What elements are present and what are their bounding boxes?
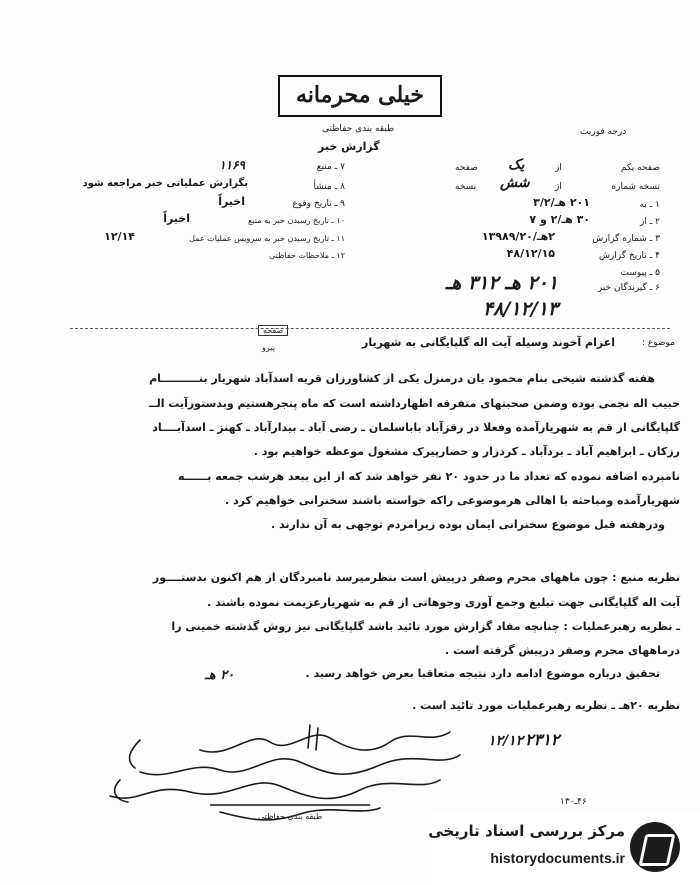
subject-label: موضوع :	[641, 338, 675, 348]
note-line: تحقیق درباره موضوع ادامه دارد نتیجه متعاقبا بعرض خواهد رسید .	[305, 667, 660, 680]
body-line: هفته گذشته شیخی بنام محمود یان درمنزل یکی از کشاورزان قریه اسدآباد شهریار بنــــــــــام	[149, 372, 655, 385]
field-label: ۱۲ ـ ملاحظات حفاظتی	[269, 251, 345, 260]
handwritten-initials: ۲۰ هـ	[205, 668, 235, 683]
field-mid: از	[555, 182, 562, 192]
urgency-label: درجه فوریت	[580, 127, 627, 137]
subject-text: اعزام آخوند وسیله آیت اله گلپایگانی به شهریار	[361, 336, 615, 349]
field-label: ۳ ـ شماره گزارش	[592, 234, 660, 244]
handwritten-mid-note: ۱۲/۱۲	[488, 733, 524, 749]
handwritten-side-note: ۲۳۱۲	[525, 730, 560, 749]
handwritten-number: ۴۸/۱۲/۱۳	[482, 298, 558, 320]
field-label: صفحه یکم	[620, 163, 660, 173]
note-line: نظریه ۲۰هـ ـ نظریه رهبرعملیات مورد تائید است .	[412, 699, 680, 712]
field-label: ۱۰ ـ تاریخ رسیدن خبر به منبع	[248, 216, 345, 225]
report-title: گزارش خبر	[318, 140, 380, 153]
field-value: بگزارش عملیاتی خبر مراجعه شود	[82, 178, 248, 189]
separator-line	[70, 328, 670, 329]
field-label: ۱۱ ـ تاریخ رسیدن خبر به سرویس عملیات عمل	[189, 234, 345, 243]
handwritten-recipients: ۲۰۱ هـ ۳۱۲ هـ	[445, 272, 558, 294]
field-value: ۱۲/۱۴	[104, 230, 135, 243]
field-label: ۵ ـ پیوست	[620, 268, 660, 278]
note-line: آیت اله گلپایگانی جهت تبلیغ وجمع آوری وجوهاتی از قم به شهریارعزیمت نموده باشند .	[207, 596, 680, 609]
field-mid: از	[555, 163, 562, 173]
field-value: اخیراً	[163, 212, 190, 225]
field-value: اخیراً	[218, 195, 245, 208]
field-label: ۴ ـ تاریخ گزارش	[598, 251, 660, 261]
field-label: ۸ ـ منشأ	[313, 182, 345, 192]
classification-label: طبقه بندی حفاظتی	[322, 124, 395, 134]
field-label: ۱ ـ به	[639, 200, 660, 210]
note-line: درماههای محرم وصفر درپیش گرفته است .	[444, 644, 680, 657]
body-line: شهریارآمده ومباحثه با اهالی هرموضوعی راکه خواسته باشند سخنرانی خواهیم کرد .	[225, 494, 680, 507]
classification-stamp: خیلی محرمانه	[278, 75, 442, 117]
field-label: ۲ ـ از	[639, 217, 660, 227]
note-line: نظریه منبع : چون ماههای محرم وصفر درپیش است بنظرمیرسد نامبردگان از هم اکنون بدستــــور	[152, 571, 680, 584]
field-value: ۳۰ هـ/۲ و ۷	[529, 213, 590, 226]
field-suffix: نسخه	[455, 182, 477, 192]
body-line: نامبرده اضافه نموده که تعداد ما در حدود ۲۰ نفر خواهد شد که از این ببعد هرشب جمعه بــــــه	[178, 470, 680, 483]
field-label: ۷ ـ منبع	[316, 162, 345, 172]
field-value: شش	[500, 175, 530, 191]
watermark-title: مرکز بررسی اسناد تاریخی	[428, 822, 625, 840]
note-line: ـ نظریه رهبرعملیات : چنانچه مفاد گزارش مورد تائید باشد گلپایگانی نیز روش گذشته خمینی را	[171, 620, 680, 633]
field-value: ۲۰۱ هـ/۳/۲	[533, 196, 590, 209]
margin-note-top: صفحه	[258, 325, 288, 336]
body-line: ودرهفته قبل موضوع سخنرانی ایمان بوده زیرامردم توجهی به آن ندارند .	[271, 518, 665, 531]
body-line: رزکان ـ ابراهیم آباد ـ بردآباد ـ کردزار و حضارپیرک مشغول موعظه خواهیم بود .	[253, 445, 680, 458]
field-label: ۶ ـ گیرندگان خبر	[597, 283, 660, 293]
footer-classification: طبقه بندی حفاظتی	[258, 812, 323, 821]
field-suffix: صفحه	[455, 163, 478, 173]
form-code: ۴۶ـ۱۳۰	[560, 797, 587, 807]
body-line: حبیب اله نجمی بوده وضمن صحبتهای متفرقه اظهارداشته است که ماه پنجرهستیم وبدستورآیت الــ	[149, 397, 680, 410]
handwritten-signature-block	[80, 720, 480, 825]
field-value: ۱۱۶۹	[219, 158, 245, 172]
field-label: نسخه شماره	[611, 182, 660, 192]
body-line: گلپایگانی از قم به شهریارآمده وفعلا در رقزآباد باباسلمان ـ رضی آباد ـ بیدارآباد ـ کهنز ـ اسدآبــــاد	[152, 421, 680, 434]
watermark-url: historydocuments.ir	[490, 850, 625, 866]
field-value: یک	[508, 157, 525, 173]
field-label: ۹ ـ تاریخ وقوع	[292, 199, 345, 209]
field-value: ۴۸/۱۲/۱۵	[506, 247, 555, 260]
margin-note-bottom: پیرو	[262, 343, 275, 352]
field-value: ۲هـ/۱۳۹۸۹/۲۰	[481, 230, 555, 243]
